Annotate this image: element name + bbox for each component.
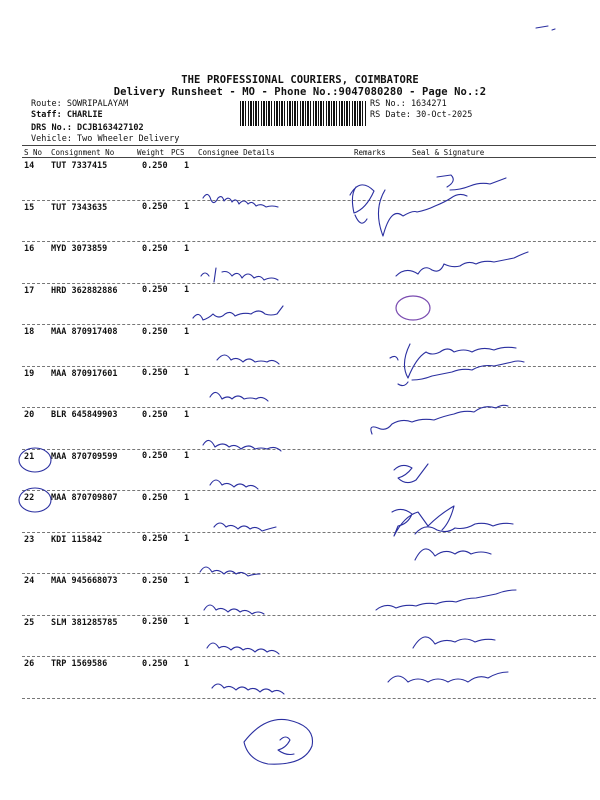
handwritten-note-24 (200, 567, 260, 576)
row-sno: 23 (24, 534, 35, 545)
row-pcs: 1 (184, 492, 190, 503)
row-sno: 18 (24, 327, 35, 337)
row-sno: 21 (24, 451, 35, 462)
signature-20 (398, 361, 524, 386)
signature-15 (350, 185, 467, 236)
signature-25 (376, 590, 516, 610)
signature-19 (390, 344, 516, 378)
row-consignment: MAA 945668073 (51, 576, 118, 586)
signature-24 (415, 523, 513, 560)
staff-label: Staff: CHARLIE (31, 110, 103, 120)
handwritten-note-20 (210, 392, 268, 401)
row-consignment: MAA 870709807 (51, 493, 118, 503)
col-header-remarks: Remarks (354, 148, 386, 157)
row-pcs: 1 (184, 409, 190, 420)
handwritten-note-16 (437, 175, 506, 190)
row-sno: 17 (24, 285, 35, 296)
handwritten-note-27 (212, 684, 284, 694)
row-weight: 0.250 (142, 492, 168, 503)
row-weight: 0.250 (142, 658, 168, 669)
signature-22 (394, 464, 428, 483)
row-sno: 26 (24, 659, 35, 669)
row-sno: 14 (24, 161, 35, 171)
handwritten-note-18 (193, 306, 283, 320)
row-weight: 0.250 (142, 243, 168, 254)
company-title: THE PROFESSIONAL COURIERS, COIMBATORE (181, 74, 419, 86)
runsheet-title: Delivery Runsheet - MO - Phone No.:9047080280 - Page No.:2 (113, 86, 487, 98)
col-header-consignment: Consignment No (51, 148, 115, 157)
row-consignment: TUT 7343635 (51, 202, 108, 213)
row-sno: 15 (24, 202, 35, 213)
row-pcs: 1 (184, 617, 190, 627)
handwritten-note-25 (204, 605, 264, 614)
row-weight: 0.250 (142, 202, 168, 212)
signature-21 (371, 405, 508, 434)
circle-mark-22 (19, 488, 51, 512)
col-header-weight: Weight (137, 148, 165, 157)
row-pcs: 1 (184, 202, 190, 212)
row-sno: 24 (24, 576, 35, 586)
handwritten-note-17 (201, 268, 278, 282)
stray-doodle (244, 719, 313, 764)
signature-27 (388, 672, 508, 682)
row-pcs: 1 (184, 285, 190, 295)
row-pcs: 1 (184, 451, 190, 461)
rs-date: RS Date: 30-Oct-2025 (370, 110, 473, 120)
row-consignment: TUT 7337415 (51, 161, 108, 171)
row-pcs: 1 (184, 575, 190, 586)
row-sno: 22 (24, 493, 35, 503)
drs-number: DRS No.: DCJB163427102 (31, 123, 144, 133)
row-sno: 25 (24, 617, 35, 628)
row-weight: 0.250 (142, 534, 168, 544)
row-weight: 0.250 (142, 575, 168, 586)
handwritten-note-22 (210, 480, 258, 489)
row-sno: 19 (24, 368, 35, 379)
route-label: Route: SOWRIPALAYAM (31, 99, 129, 109)
row-weight: 0.250 (142, 409, 168, 420)
row-consignment: BLR 645849903 (51, 410, 118, 420)
col-header-sno: S No (24, 148, 43, 157)
row-weight: 0.250 (142, 368, 168, 378)
row-sno: 16 (24, 244, 35, 254)
handwritten-note-26 (207, 643, 279, 654)
row-pcs: 1 (184, 368, 190, 378)
row-consignment: TRP 1569586 (51, 659, 108, 669)
vehicle-label: Vehicle: Two Wheeler Delivery (31, 134, 180, 144)
row-weight: 0.250 (142, 285, 168, 295)
row-weight: 0.250 (142, 451, 168, 461)
col-header-consignee: Consignee Details (198, 148, 275, 157)
row-sno: 20 (24, 410, 35, 420)
circle-mark-21 (19, 448, 51, 472)
row-weight: 0.250 (142, 326, 168, 337)
stamp-seal (396, 296, 430, 320)
stray-mark-top (536, 26, 555, 30)
handwritten-note-23 (214, 523, 276, 531)
row-consignment: MAA 870917408 (51, 327, 118, 337)
row-pcs: 1 (184, 534, 190, 544)
row-pcs: 1 (184, 243, 190, 254)
row-weight: 0.250 (142, 617, 168, 627)
row-weight: 0.250 (142, 161, 168, 171)
signature-26 (413, 637, 495, 648)
rs-number: RS No.: 1634271 (370, 99, 447, 109)
row-consignment: SLM 381285785 (51, 617, 118, 628)
row-pcs: 1 (184, 161, 190, 171)
row-pcs: 1 (184, 658, 190, 669)
row-consignment: MAA 870917601 (51, 368, 118, 379)
handwritten-note-15 (203, 194, 278, 207)
row-pcs: 1 (184, 326, 190, 337)
row-consignment: KDI 115842 (51, 534, 103, 545)
handwritten-note-21 (203, 440, 281, 451)
handwritten-note-19 (217, 355, 279, 364)
row-consignment: MYD 3073859 (51, 244, 108, 254)
signature-17 (396, 252, 528, 276)
row-consignment: MAA 870709599 (51, 451, 118, 462)
col-header-pcs: PCS (171, 148, 185, 157)
col-header-seal: Seal & Signature (412, 148, 485, 157)
row-consignment: HRD 362882886 (51, 285, 118, 296)
